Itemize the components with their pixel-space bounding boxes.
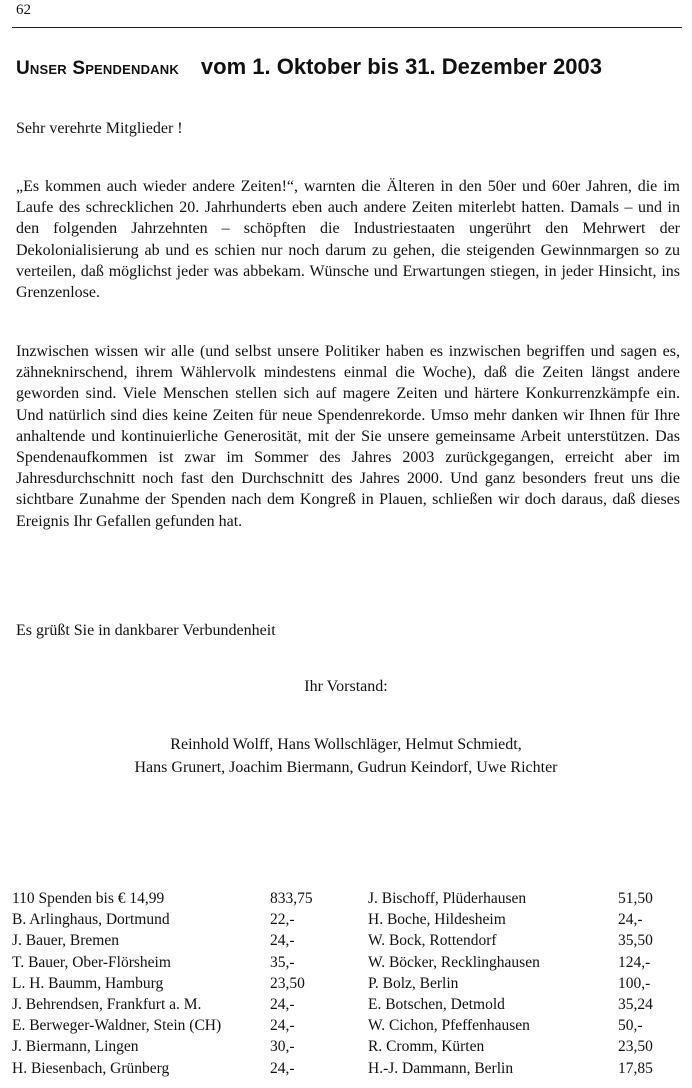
page-heading [16, 54, 680, 80]
closing-line: Es grüßt Sie in dankbarer Verbundenheit [16, 622, 276, 639]
donor-amount: 100,- [618, 974, 651, 992]
donor-amount: 35,50 [618, 932, 653, 950]
donor-row [368, 930, 680, 951]
donor-amount: 22,- [270, 911, 295, 929]
donor-row [12, 1058, 332, 1079]
donor-row [368, 994, 680, 1015]
donor-amount: 17,85 [618, 1059, 653, 1077]
donor-amount: 23,50 [270, 974, 305, 992]
donor-amount: 30,- [270, 1038, 295, 1056]
donor-amount: 24,- [270, 1059, 295, 1077]
donor-name: E. Berweger-Waldner, Stein (CH) [12, 1017, 222, 1035]
donor-row [368, 1058, 680, 1079]
donor-amount: 124,- [618, 953, 651, 971]
donor-name: J. Biermann, Lingen [12, 1038, 139, 1056]
donor-row [12, 930, 332, 951]
donor-name: P. Bolz, Berlin [368, 974, 459, 992]
donor-name: R. Cromm, Kürten [368, 1038, 485, 1056]
salutation: Sehr verehrte Mitglieder ! [16, 120, 183, 137]
donor-name: L. H. Baumm, Hamburg [12, 974, 164, 992]
donor-row [12, 888, 332, 909]
donor-name: J. Bischoff, Plüderhausen [368, 890, 527, 907]
donor-amount: 35,24 [618, 996, 653, 1014]
donor-name: E. Botschen, Detmold [368, 996, 505, 1014]
donor-row [12, 1036, 332, 1057]
donor-amount: 24,- [270, 1017, 295, 1035]
donor-row [368, 1015, 680, 1036]
donor-name: B. Arlinghaus, Dortmund [12, 911, 170, 929]
donor-name: T. Bauer, Ober-Flörsheim [12, 953, 171, 971]
header-rule [12, 27, 682, 28]
donor-amount: 51,50 [618, 890, 653, 907]
donor-amount: 24,- [270, 996, 295, 1014]
board-line: Reinhold Wolff, Hans Wollschläger, Helmut Schmiedt, [170, 736, 522, 753]
board-label: Ihr Vorstand: [304, 678, 388, 695]
donor-name: H. Biesenbach, Grünberg [12, 1059, 170, 1077]
donor-amount: 24,- [618, 911, 643, 929]
donor-row [12, 1015, 332, 1036]
page-number: 62 [16, 2, 31, 18]
donor-name: J. Bauer, Bremen [12, 932, 119, 950]
donor-name: J. Behrendsen, Frankfurt a. M. [12, 996, 202, 1014]
board-line: Hans Grunert, Joachim Biermann, Gudrun Keindorf, Uwe Richter [134, 759, 558, 776]
donor-row [368, 909, 680, 930]
donor-row [368, 1036, 680, 1057]
paragraph-2: Inzwischen wissen wir alle (und selbst unsere Politiker haben es inzwischen begriffen und sagen es, zähneknirschend, ihrem Wählervolk mindestens einmal die Woche), daß die Zeiten längst andere geworden sind. Viele Menschen stellen sich auf magere Zeiten und härtere Konkurrenzkämpfe ein. Und natürlich sind dies keine Zeiten für neue Spendenrekorde. Umso mehr danken wir Ihnen für Ihre anhaltende und kontinuierliche Generosität, mit der Sie unsere gemeinsame Arbeit unterstützen. Das Spendenaufkommen ist zwar im Sommer des Jahres 2003 zurückgegangen, erreicht aber im Jahresdurchschnitt noch fast den Durchschnitt des Jahres 2000. Und ganz besonders freut uns die sichtbare Zunahme der Spenden nach dem Kongreß in Plauen, schließen wir doch daraus, daß dieses Ereignis Ihr Gefallen gefunden hat. [16, 343, 680, 530]
donor-name: H.-J. Dammann, Berlin [368, 1059, 514, 1077]
donor-name: 110 Spenden bis € 14,99 [12, 890, 165, 907]
donor-row [368, 973, 680, 994]
donor-row [368, 952, 680, 973]
donor-name: W. Bock, Rottendorf [368, 932, 497, 950]
donor-list-right [368, 888, 680, 1079]
donor-amount: 23,50 [618, 1038, 653, 1056]
donor-row [12, 994, 332, 1015]
donor-row [12, 973, 332, 994]
paragraph-1: „Es kommen auch wieder andere Zeiten!“, warnten die Älteren in den 50er und 60er Jahren, die im Laufe des schrecklichen 20. Jahrhunderts eben auch andere Zeiten miterlebt hatten. Damals – und in den folgenden Jahrzehnten – schöpften die Industriestaaten ungerührt den Mehrwert der Dekolonialisierung ab und es schien nur noch darum zu gehen, die steigenden Gewinnmargen so zu verteilen, daß möglichst jeder was abbekam. Wünsche und Erwartungen stiegen, in jeder Hinsicht, ins Grenzenlose. [16, 178, 680, 302]
donor-name: H. Boche, Hildesheim [368, 911, 506, 929]
donor-amount: 35,- [270, 953, 295, 971]
donor-amount: 24,- [270, 932, 295, 950]
donor-list-left [12, 888, 332, 1079]
donor-name: W. Böcker, Recklinghausen [368, 953, 540, 971]
board-names [0, 733, 692, 779]
donor-row [12, 952, 332, 973]
heading-title: Unser Spendendank [16, 58, 179, 79]
donor-amount: 833,75 [270, 890, 313, 907]
donor-amount: 50,- [618, 1017, 643, 1035]
heading-period: vom 1. Oktober bis 31. Dezember 2003 [200, 54, 602, 79]
donor-row [12, 909, 332, 930]
donor-name: W. Cichon, Pfeffenhausen [368, 1017, 530, 1035]
donor-row [368, 888, 680, 909]
